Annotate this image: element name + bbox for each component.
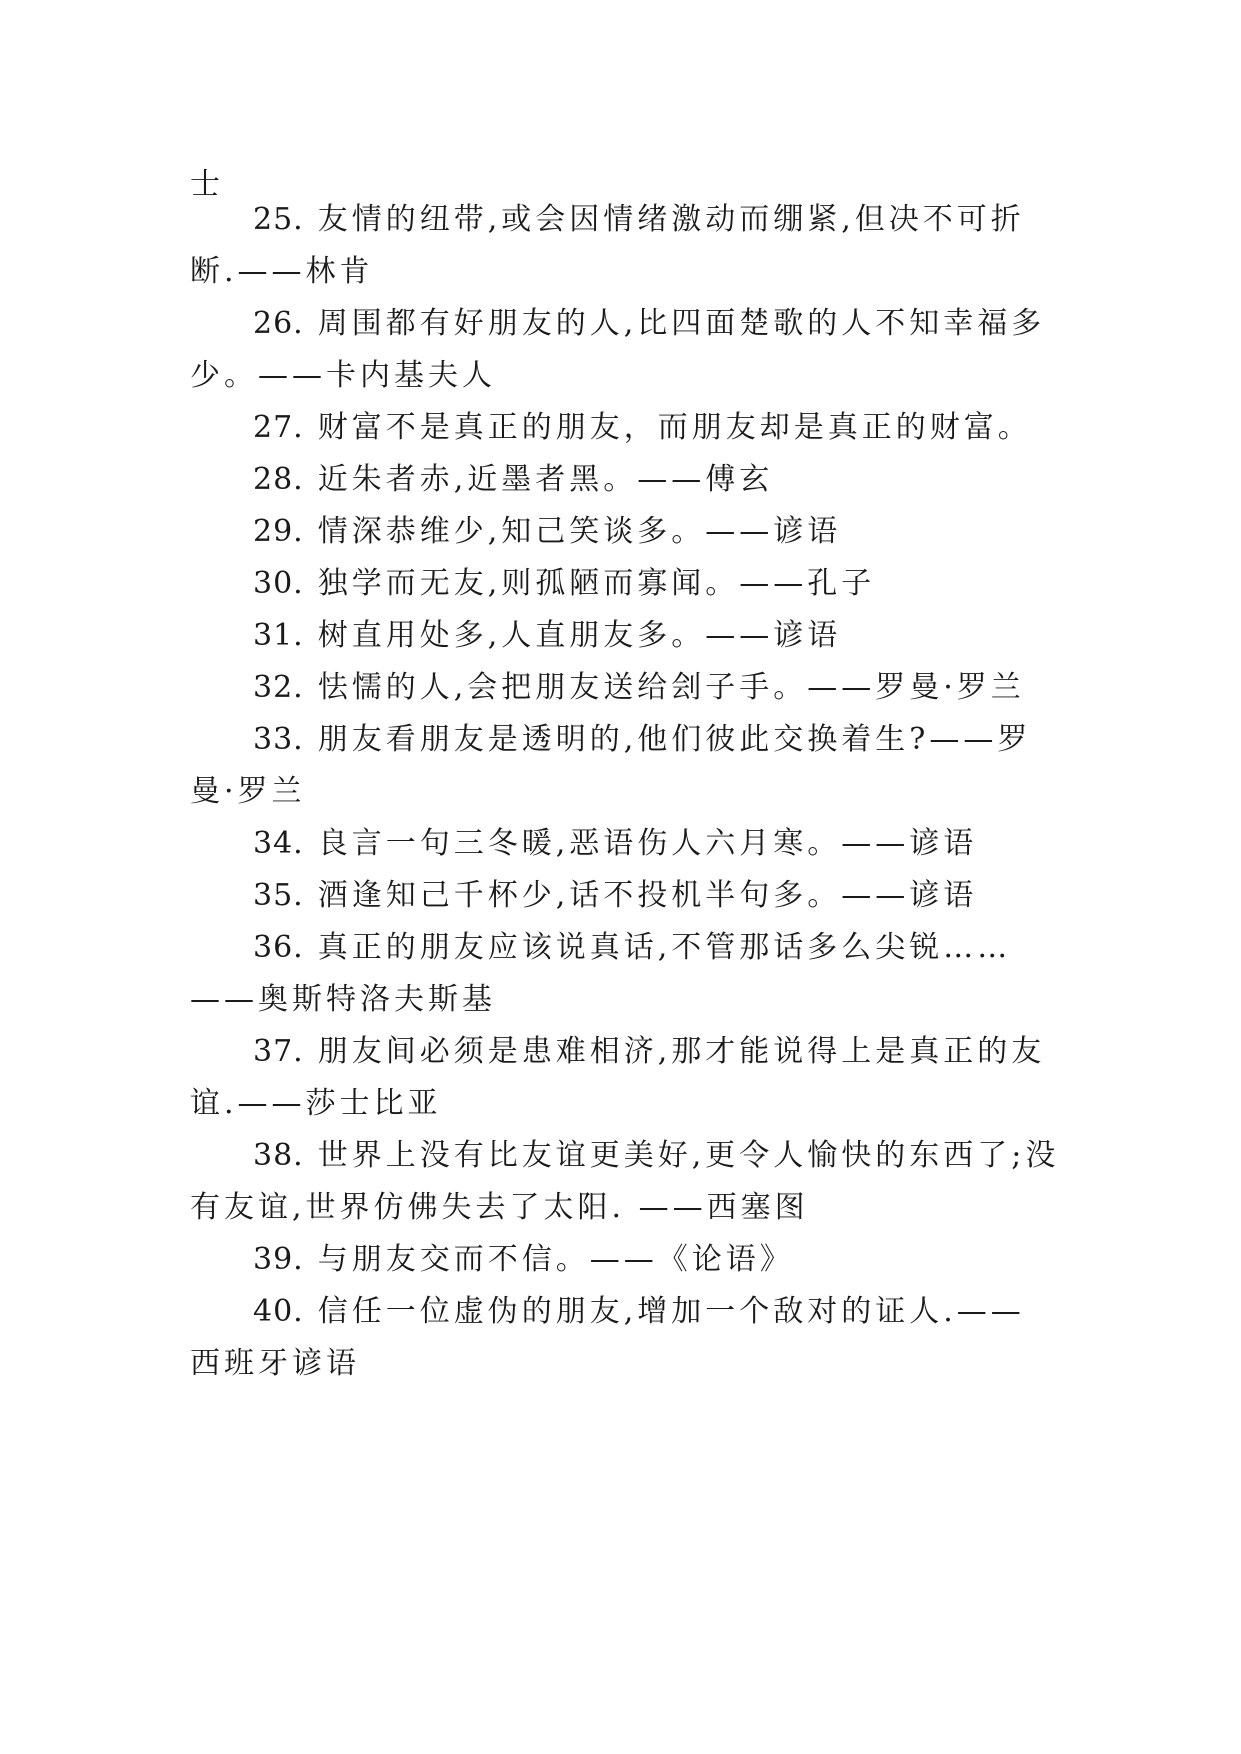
item-number: 34. [253,826,304,861]
item-number: 26. [253,306,304,341]
quote-item-27 [253,408,1032,448]
text-line: 断.——林肯 [190,254,374,289]
quote-item-32 [253,668,1025,708]
item-text: 酒逢知己千杯少,话不投机半句多。——谚语 [317,878,978,913]
quote-item-36 [253,928,1011,968]
item-number: 40. [253,1294,304,1329]
quote-item-26 [253,304,1045,344]
quote-item-33 [253,720,1031,760]
item-text: 朋友间必须是患难相济,那才能说得上是真正的友 [317,1034,1046,1069]
quote-item-38 [253,1136,1059,1176]
item-text: 财富不是真正的朋友，而朋友却是真正的财富。 [317,410,1032,445]
item-number: 27. [253,410,304,445]
item-text: 情深恭维少,知己笑谈多。——谚语 [317,514,842,549]
text-line: 士 [190,167,224,202]
quote-item-28 [253,460,773,500]
text-line: 少。——卡内基夫人 [190,358,496,393]
quote-item-34 [253,824,977,864]
quote-item-29 [253,512,841,552]
item-number: 30. [253,566,304,601]
item-number: 25. [253,202,304,237]
quote-item-40 [253,1292,1025,1332]
text-line: 谊.——莎士比亚 [190,1086,442,1121]
item-number: 33. [253,722,304,757]
item-text: 朋友看朋友是透明的,他们彼此交换着生?——罗 [317,722,1032,757]
item-number: 32. [253,670,304,705]
item-text: 怯懦的人,会把朋友送给刽子手。——罗曼·罗兰 [317,670,1025,705]
quote-item-31 [253,616,841,656]
item-text: 良言一句三冬暖,恶语伤人六月寒。——谚语 [317,826,978,861]
text-line: 曼·罗兰 [190,774,306,809]
item-text: 周围都有好朋友的人,比四面楚歌的人不知幸福多 [317,306,1046,341]
item-text: 世界上没有比友谊更美好,更令人愉快的东西了;没 [317,1138,1060,1173]
quote-item-30 [253,564,875,604]
item-number: 36. [253,930,304,965]
item-text: 树直用处多,人直朋友多。——谚语 [317,618,842,653]
item-text: 近朱者赤,近墨者黑。——傅玄 [317,462,774,497]
item-text: 友情的纽带,或会因情绪激动而绷紧,但决不可折 [317,202,1025,237]
item-number: 38. [253,1138,304,1173]
item-text: 独学而无友,则孤陋而寡闻。——孔子 [317,566,876,601]
item-number: 28. [253,462,304,497]
quote-item-37 [253,1032,1045,1072]
quote-item-35 [253,876,977,916]
item-number: 39. [253,1242,304,1277]
text-line: 有友谊,世界仿佛失去了太阳. ——西塞图 [190,1190,809,1225]
item-number: 35. [253,878,304,913]
item-number: 37. [253,1034,304,1069]
item-text: 信任一位虚伪的朋友,增加一个敌对的证人.—— [317,1294,1025,1329]
quote-item-39 [253,1240,794,1280]
item-number: 31. [253,618,304,653]
item-text: 真正的朋友应该说真话,不管那话多么尖锐…… [317,930,1012,965]
item-text: 与朋友交而不信。——《论语》 [317,1242,794,1277]
quote-item-25 [253,200,1025,240]
item-number: 29. [253,514,304,549]
text-line: 西班牙谚语 [190,1346,360,1381]
text-line: ——奥斯特洛夫斯基 [190,982,496,1017]
